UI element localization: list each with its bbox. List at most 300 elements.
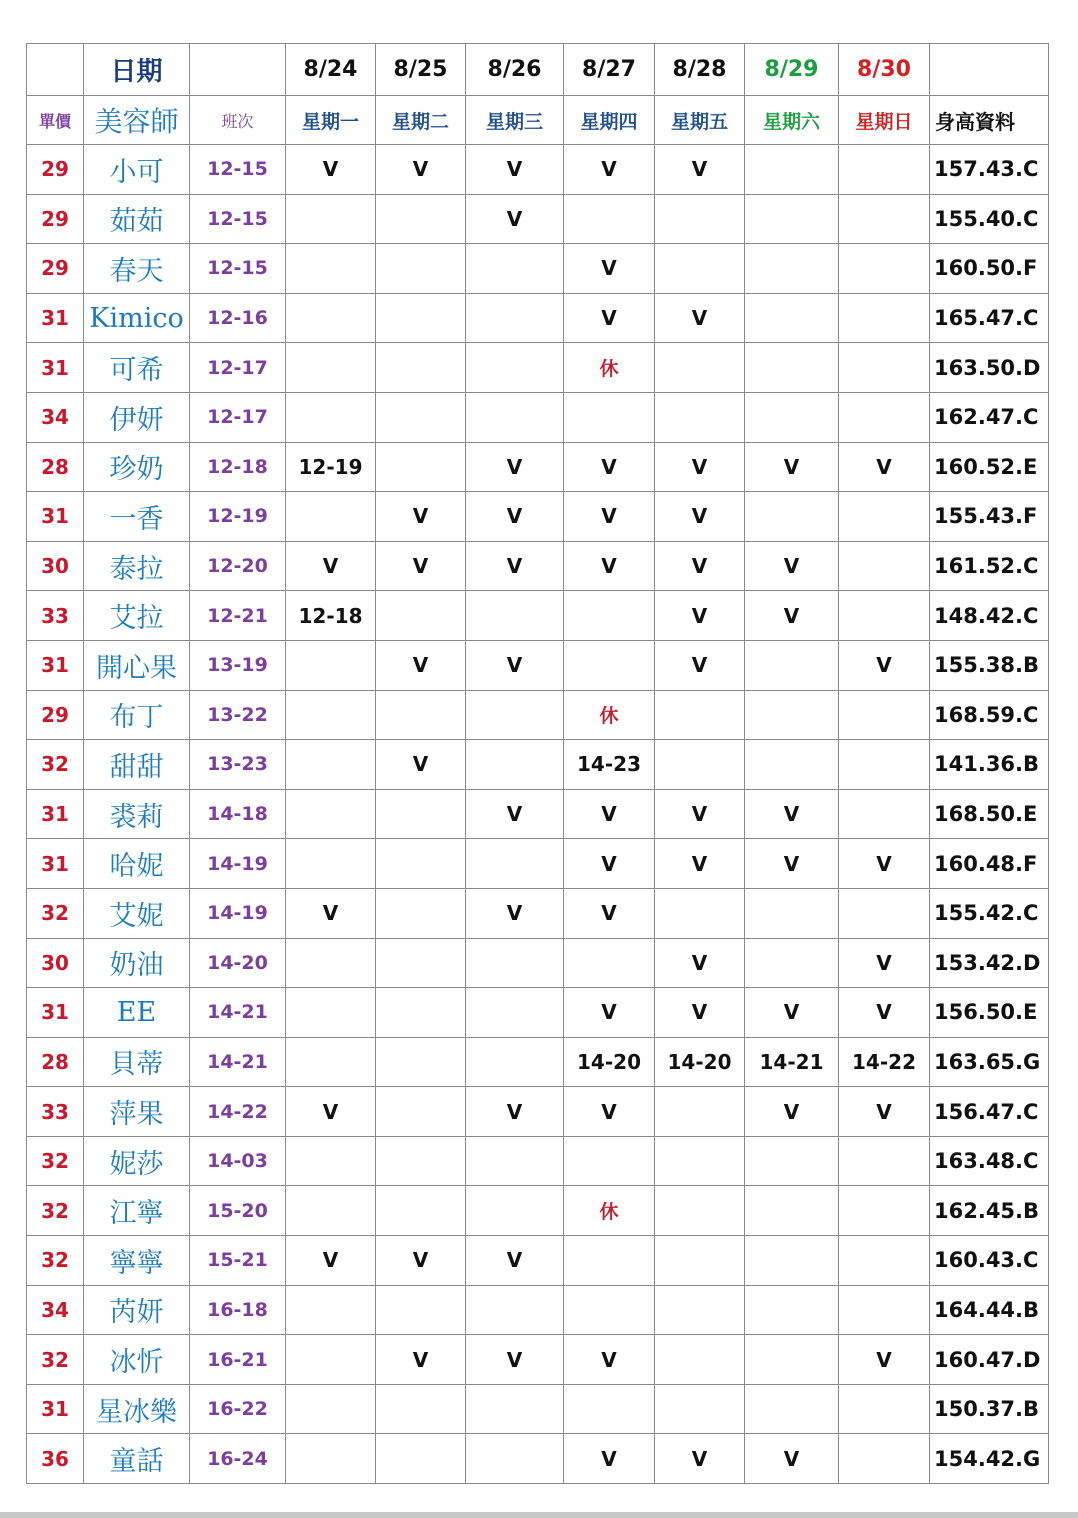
height-cell: 160.47.D [930, 1335, 1049, 1385]
beautician-name-cell: 小可 [84, 145, 190, 195]
day-cell [745, 1285, 839, 1335]
day-cell [376, 1384, 466, 1434]
beautician-name-cell: 哈妮 [84, 839, 190, 889]
day-cell [466, 392, 564, 442]
day-cell: 休 [564, 690, 655, 740]
day-cell [745, 888, 839, 938]
day-cell [376, 1285, 466, 1335]
shift-cell: 13-23 [190, 740, 286, 790]
day-cell [655, 1285, 745, 1335]
day-cell [376, 938, 466, 988]
day-cell [286, 1037, 376, 1087]
price-cell: 31 [27, 492, 84, 542]
price-cell: 33 [27, 591, 84, 641]
day-cell: V [564, 1434, 655, 1484]
shift-cell: 16-22 [190, 1384, 286, 1434]
day-cell [839, 392, 930, 442]
date-thu: 8/27 [564, 44, 655, 96]
day-cell [745, 293, 839, 343]
day-cell: 14-22 [839, 1037, 930, 1087]
shift-cell: 15-20 [190, 1186, 286, 1236]
day-cell [839, 1434, 930, 1484]
height-cell: 168.59.C [930, 690, 1049, 740]
price-cell: 28 [27, 1037, 84, 1087]
price-cell: 31 [27, 988, 84, 1038]
date-wed: 8/26 [466, 44, 564, 96]
day-cell [286, 343, 376, 393]
day-cell [376, 1136, 466, 1186]
height-cell: 155.43.F [930, 492, 1049, 542]
beautician-name-cell: 艾妮 [84, 888, 190, 938]
shift-cell: 14-21 [190, 988, 286, 1038]
day-cell [655, 888, 745, 938]
day-cell [376, 1434, 466, 1484]
day-cell: V [466, 640, 564, 690]
table-row [27, 938, 1049, 988]
day-cell [745, 492, 839, 542]
price-cell: 32 [27, 740, 84, 790]
day-cell [655, 1335, 745, 1385]
day-cell [466, 839, 564, 889]
price-cell: 28 [27, 442, 84, 492]
day-cell [839, 1136, 930, 1186]
day-cell [839, 541, 930, 591]
table-row [27, 1037, 1049, 1087]
price-column-header: 單價 [27, 96, 84, 145]
day-cell [564, 591, 655, 641]
day-cell [745, 1136, 839, 1186]
day-cell [839, 145, 930, 195]
day-cell [286, 244, 376, 294]
table-row [27, 442, 1049, 492]
beautician-column-header: 美容師 [84, 96, 190, 145]
day-cell: V [286, 145, 376, 195]
day-cell: V [466, 541, 564, 591]
table-row [27, 789, 1049, 839]
day-cell: V [466, 1335, 564, 1385]
shift-cell: 12-15 [190, 145, 286, 195]
day-cell: V [564, 244, 655, 294]
day-cell: V [655, 591, 745, 641]
day-cell [286, 839, 376, 889]
beautician-name-cell: 甜甜 [84, 740, 190, 790]
shift-cell: 14-20 [190, 938, 286, 988]
day-cell [745, 640, 839, 690]
table-row [27, 1136, 1049, 1186]
beautician-name-cell: 伊妍 [84, 392, 190, 442]
day-cell [839, 1186, 930, 1236]
table-row [27, 492, 1049, 542]
shift-cell: 14-03 [190, 1136, 286, 1186]
day-cell: V [745, 988, 839, 1038]
height-cell: 163.50.D [930, 343, 1049, 393]
date-mon: 8/24 [286, 44, 376, 96]
day-cell: V [745, 591, 839, 641]
beautician-name-cell: 珍奶 [84, 442, 190, 492]
day-cell [839, 343, 930, 393]
table-row [27, 1335, 1049, 1385]
price-cell: 34 [27, 392, 84, 442]
corner-cell [27, 44, 84, 96]
height-cell: 163.48.C [930, 1136, 1049, 1186]
height-cell: 161.52.C [930, 541, 1049, 591]
day-cell [839, 293, 930, 343]
price-cell: 31 [27, 1384, 84, 1434]
day-cell [839, 244, 930, 294]
height-cell: 153.42.D [930, 938, 1049, 988]
day-cell [376, 293, 466, 343]
shift-cell: 12-20 [190, 541, 286, 591]
price-cell: 31 [27, 343, 84, 393]
day-cell: V [839, 442, 930, 492]
price-cell: 30 [27, 938, 84, 988]
day-cell: V [564, 888, 655, 938]
day-cell: 14-20 [564, 1037, 655, 1087]
day-cell: V [466, 1236, 564, 1286]
day-cell: V [745, 1434, 839, 1484]
day-cell [286, 1335, 376, 1385]
table-row [27, 1087, 1049, 1137]
shift-cell: 12-17 [190, 392, 286, 442]
day-cell [466, 1136, 564, 1186]
day-cell: V [655, 988, 745, 1038]
beautician-name-cell: 開心果 [84, 640, 190, 690]
table-row [27, 541, 1049, 591]
price-cell: 30 [27, 541, 84, 591]
beautician-name-cell: 江寧 [84, 1186, 190, 1236]
day-cell [745, 1335, 839, 1385]
beautician-name-cell: 艾拉 [84, 591, 190, 641]
table-row [27, 194, 1049, 244]
table-row [27, 1384, 1049, 1434]
price-cell: 31 [27, 293, 84, 343]
day-cell [745, 194, 839, 244]
shift-cell: 14-22 [190, 1087, 286, 1137]
day-cell: V [376, 640, 466, 690]
table-row [27, 1186, 1049, 1236]
day-cell [655, 1186, 745, 1236]
day-cell [376, 392, 466, 442]
day-cell [564, 1384, 655, 1434]
day-cell [376, 988, 466, 1038]
day-cell: V [655, 492, 745, 542]
table-row [27, 591, 1049, 641]
day-cell: V [564, 293, 655, 343]
day-cell: V [466, 145, 564, 195]
beautician-name-cell: 寧寧 [84, 1236, 190, 1286]
day-cell [286, 740, 376, 790]
day-cell [286, 1186, 376, 1236]
beautician-name-cell: EE [84, 988, 190, 1038]
day-cell: 休 [564, 343, 655, 393]
day-cell [376, 343, 466, 393]
weekday-sat: 星期六 [745, 96, 839, 145]
day-cell: V [564, 1087, 655, 1137]
height-cell: 155.40.C [930, 194, 1049, 244]
day-cell [376, 888, 466, 938]
beautician-name-cell: 童話 [84, 1434, 190, 1484]
shift-cell: 14-18 [190, 789, 286, 839]
weekday-header-row [27, 96, 1049, 145]
beautician-name-cell: 春天 [84, 244, 190, 294]
shift-cell: 12-21 [190, 591, 286, 641]
day-cell [376, 194, 466, 244]
day-cell: V [745, 839, 839, 889]
date-header-row [27, 44, 1049, 96]
beautician-name-cell: 冰忻 [84, 1335, 190, 1385]
day-cell [376, 1186, 466, 1236]
day-cell: V [564, 492, 655, 542]
schedule-table [26, 43, 1049, 1484]
date-sat: 8/29 [745, 44, 839, 96]
height-cell: 141.36.B [930, 740, 1049, 790]
day-cell: V [286, 888, 376, 938]
weekday-mon: 星期一 [286, 96, 376, 145]
day-cell: 14-23 [564, 740, 655, 790]
day-cell: V [655, 938, 745, 988]
day-cell: V [655, 789, 745, 839]
height-cell: 160.43.C [930, 1236, 1049, 1286]
day-cell [286, 1285, 376, 1335]
day-cell: V [839, 1087, 930, 1137]
day-cell: 14-21 [745, 1037, 839, 1087]
day-cell [286, 988, 376, 1038]
beautician-name-cell: 泰拉 [84, 541, 190, 591]
shift-cell: 16-24 [190, 1434, 286, 1484]
price-cell: 31 [27, 839, 84, 889]
day-cell: V [466, 1087, 564, 1137]
day-cell [564, 1136, 655, 1186]
day-cell: V [376, 492, 466, 542]
price-cell: 29 [27, 194, 84, 244]
day-cell: 休 [564, 1186, 655, 1236]
day-cell: V [839, 839, 930, 889]
table-row [27, 740, 1049, 790]
day-cell [564, 1285, 655, 1335]
day-cell [466, 1186, 564, 1236]
day-cell [376, 591, 466, 641]
day-cell: V [376, 145, 466, 195]
shift-cell: 13-22 [190, 690, 286, 740]
day-cell [839, 591, 930, 641]
day-cell [655, 1087, 745, 1137]
height-cell: 156.47.C [930, 1087, 1049, 1137]
day-cell [564, 640, 655, 690]
height-cell: 157.43.C [930, 145, 1049, 195]
table-row [27, 145, 1049, 195]
weekday-thu: 星期四 [564, 96, 655, 145]
beautician-name-cell: 星冰樂 [84, 1384, 190, 1434]
day-cell [839, 1285, 930, 1335]
day-cell: V [655, 145, 745, 195]
height-cell: 168.50.E [930, 789, 1049, 839]
beautician-name-cell: 布丁 [84, 690, 190, 740]
price-cell: 32 [27, 1186, 84, 1236]
day-cell [564, 392, 655, 442]
day-cell [564, 194, 655, 244]
beautician-name-cell: 萍果 [84, 1087, 190, 1137]
beautician-name-cell: 奶油 [84, 938, 190, 988]
day-cell [655, 392, 745, 442]
shift-cell: 16-21 [190, 1335, 286, 1385]
day-cell: V [655, 640, 745, 690]
price-cell: 32 [27, 1236, 84, 1286]
day-cell [839, 1384, 930, 1434]
day-cell: V [655, 442, 745, 492]
table-row [27, 1434, 1049, 1484]
day-cell: V [376, 740, 466, 790]
table-row [27, 293, 1049, 343]
day-cell [655, 194, 745, 244]
height-cell: 154.42.G [930, 1434, 1049, 1484]
day-cell [466, 591, 564, 641]
day-cell: V [564, 442, 655, 492]
day-cell: V [655, 1434, 745, 1484]
day-cell: V [745, 1087, 839, 1137]
day-cell [745, 690, 839, 740]
shift-column-header: 班次 [190, 96, 286, 145]
price-cell: 33 [27, 1087, 84, 1137]
height-cell: 162.45.B [930, 1186, 1049, 1236]
blank-header-cell [190, 44, 286, 96]
shift-cell: 16-18 [190, 1285, 286, 1335]
date-fri: 8/28 [655, 44, 745, 96]
table-row [27, 1236, 1049, 1286]
day-cell: V [564, 789, 655, 839]
height-cell: 160.50.F [930, 244, 1049, 294]
shift-cell: 12-17 [190, 343, 286, 393]
day-cell [466, 1434, 564, 1484]
date-tue: 8/25 [376, 44, 466, 96]
day-cell: 14-20 [655, 1037, 745, 1087]
beautician-name-cell: Kimico [84, 293, 190, 343]
day-cell: V [745, 442, 839, 492]
height-cell: 155.38.B [930, 640, 1049, 690]
day-cell [286, 492, 376, 542]
day-cell [745, 343, 839, 393]
day-cell [286, 1136, 376, 1186]
price-cell: 31 [27, 640, 84, 690]
day-cell [466, 1037, 564, 1087]
day-cell: V [564, 541, 655, 591]
day-cell [376, 442, 466, 492]
date-label: 日期 [84, 44, 190, 96]
day-cell: V [655, 541, 745, 591]
beautician-name-cell: 芮妍 [84, 1285, 190, 1335]
shift-cell: 14-19 [190, 839, 286, 889]
day-cell [745, 740, 839, 790]
day-cell [839, 194, 930, 244]
day-cell: V [376, 1236, 466, 1286]
table-row [27, 392, 1049, 442]
price-cell: 29 [27, 690, 84, 740]
day-cell: V [564, 145, 655, 195]
day-cell: V [564, 839, 655, 889]
blank-header-cell [930, 44, 1049, 96]
day-cell [564, 1236, 655, 1286]
height-cell: 160.48.F [930, 839, 1049, 889]
day-cell [745, 938, 839, 988]
day-cell: V [564, 1335, 655, 1385]
day-cell [745, 145, 839, 195]
day-cell [466, 938, 564, 988]
day-cell [376, 789, 466, 839]
day-cell [286, 392, 376, 442]
day-cell [655, 690, 745, 740]
price-cell: 32 [27, 1136, 84, 1186]
shift-cell: 15-21 [190, 1236, 286, 1286]
weekday-sun: 星期日 [839, 96, 930, 145]
price-cell: 31 [27, 789, 84, 839]
shift-cell: 12-16 [190, 293, 286, 343]
beautician-name-cell: 妮莎 [84, 1136, 190, 1186]
table-row [27, 1285, 1049, 1335]
day-cell: V [745, 541, 839, 591]
weekday-fri: 星期五 [655, 96, 745, 145]
day-cell [564, 938, 655, 988]
day-cell [839, 492, 930, 542]
day-cell: 12-19 [286, 442, 376, 492]
day-cell [839, 690, 930, 740]
day-cell [286, 194, 376, 244]
day-cell: V [466, 888, 564, 938]
weekday-wed: 星期三 [466, 96, 564, 145]
day-cell: V [466, 789, 564, 839]
day-cell [466, 293, 564, 343]
day-cell: V [286, 1087, 376, 1137]
day-cell [745, 392, 839, 442]
day-cell: V [839, 938, 930, 988]
day-cell [376, 839, 466, 889]
beautician-name-cell: 茹茹 [84, 194, 190, 244]
height-cell: 156.50.E [930, 988, 1049, 1038]
price-cell: 29 [27, 244, 84, 294]
day-cell [655, 1236, 745, 1286]
day-cell [466, 343, 564, 393]
day-cell [655, 1136, 745, 1186]
day-cell: V [466, 442, 564, 492]
day-cell [655, 244, 745, 294]
day-cell [286, 789, 376, 839]
height-cell: 160.52.E [930, 442, 1049, 492]
day-cell [745, 1186, 839, 1236]
shift-cell: 13-19 [190, 640, 286, 690]
beautician-name-cell: 貝蒂 [84, 1037, 190, 1087]
day-cell [466, 1285, 564, 1335]
height-cell: 155.42.C [930, 888, 1049, 938]
day-cell: V [839, 640, 930, 690]
day-cell [655, 343, 745, 393]
day-cell: V [655, 839, 745, 889]
day-cell [466, 244, 564, 294]
height-cell: 162.47.C [930, 392, 1049, 442]
day-cell [376, 690, 466, 740]
height-cell: 164.44.B [930, 1285, 1049, 1335]
table-row [27, 343, 1049, 393]
day-cell: V [564, 988, 655, 1038]
day-cell [466, 690, 564, 740]
height-cell: 163.65.G [930, 1037, 1049, 1087]
price-cell: 32 [27, 888, 84, 938]
shift-cell: 14-21 [190, 1037, 286, 1087]
height-cell: 150.37.B [930, 1384, 1049, 1434]
day-cell [286, 690, 376, 740]
shift-cell: 12-15 [190, 244, 286, 294]
day-cell: V [376, 541, 466, 591]
day-cell: V [376, 1335, 466, 1385]
price-cell: 34 [27, 1285, 84, 1335]
price-cell: 32 [27, 1335, 84, 1385]
